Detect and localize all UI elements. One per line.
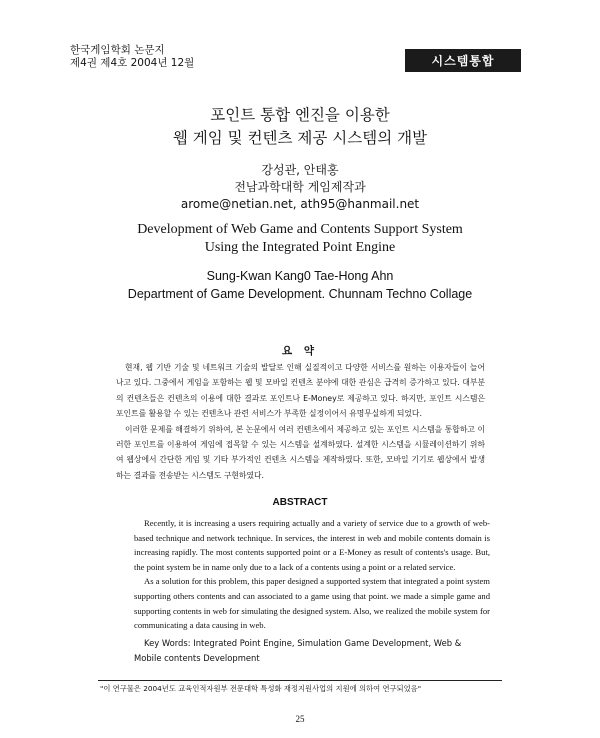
section-badge: 시스템통합 [405, 49, 521, 72]
affiliation-ko: 전남과학대학 게임제작과 [234, 180, 366, 194]
korean-abstract [116, 360, 485, 483]
korean-title [0, 104, 600, 150]
korean-abstract-paragraph2: 이러한 문제를 해결하기 위하여, 본 논문에서 여러 컨텐츠에서 제공하고 있는 포인트 시스템을 통합하고 이러한 포인트를 이용하여 게임에 접목할 수 있는 시스템을 설계하였다. 설계한 시스템을 시뮬레이션하기 위하여 웹상에서 간단한 게임 및 기타 부가적인 컨텐츠 시스템을 제작하였다. 또한, 모바일 기기로 웹상에서 발생하는 결과를 전송받는 시스템도 구현하였다. [116, 424, 485, 480]
english-authors [0, 267, 600, 303]
page-number: 25 [295, 714, 305, 724]
author-names-ko: 강성관, 안태홍 [261, 163, 339, 177]
keywords: Key Words: Integrated Point Engine, Simulation Game Development, Web & Mobile contents Development [134, 638, 462, 663]
author-emails: arome@netian.net, ath95@hanmail.net [180, 197, 420, 211]
english-title-line2: Using the Integrated Point Engine [204, 240, 396, 255]
affiliation-en: Department of Game Development. Chunnam Techno Collage [127, 287, 473, 301]
journal-info [70, 44, 194, 70]
korean-abstract-paragraph1: 현재, 웹 기반 기술 및 네트워크 기술의 발달로 인해 실질적이고 다양한 서비스를 원하는 이용자들이 늘어나고 있다. 그중에서 게임을 포함하는 웹 및 모바일 컨텐츠 분야에 대한 관심은 급격히 증가하고 있다. 대부분의 컨텐츠들은 컨텐츠의 이용에 대한 결과로 포인트나 E-Money로 제공하고 있다. 하지만, 포인트 시스템은 포인트를 활용할 수 있는 컨텐츠나 관련 서비스가 부족한 실정이어서 유명무실하게 되었다. [116, 363, 485, 419]
english-abstract [134, 516, 490, 633]
korean-abstract-heading: 요 약 [282, 345, 318, 357]
footnote-divider [98, 680, 502, 681]
english-title [0, 221, 600, 257]
korean-title-line2: 웹 게임 및 컨텐츠 제공 시스템의 개발 [172, 129, 428, 147]
volume-issue: 제4권 제4호 2004년 12월 [70, 57, 195, 69]
korean-title-line1: 포인트 통합 엔진을 이용한 [210, 106, 390, 124]
english-abstract-heading: ABSTRACT [272, 497, 328, 508]
english-abstract-paragraph1: Recently, it is increasing a users requiring actually and a variety of service due to a growth of web-based technique and network technique. In services, the interest in web and mobile contents domain is increasing rapidly. The most contents supported point or a E-Money as result of contents's usage. But, the point system be in name only due to a lack of a contents using a point or a related service. [134, 518, 490, 572]
english-title-line1: Development of Web Game and Contents Support System [137, 222, 463, 237]
author-names-en: Sung-Kwan Kang0 Tae-Hong Ahn [206, 269, 394, 283]
korean-authors [0, 162, 600, 213]
funding-footnote: "이 연구물은 2004년도 교육인적자원부 전문대학 특성화 재정지원사업의 지원에 의하여 연구되었음" [100, 684, 422, 693]
english-abstract-paragraph2: As a solution for this problem, this paper designed a supported system that integrated a point system supporting others contents and can associated to a game using that point. we made a simple game and supporting contents in web for simulating the designed system. Also, we realized the mobile system for communicating a data causing in web. [134, 576, 490, 631]
journal-name: 한국게임학회 논문지 [70, 44, 165, 56]
